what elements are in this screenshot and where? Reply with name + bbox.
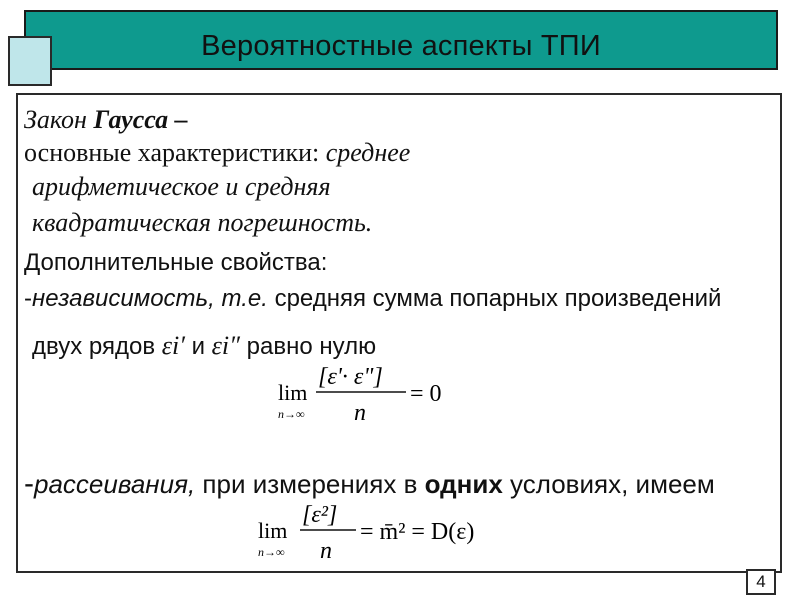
independence-description: средняя сумма попарных произведений	[267, 285, 722, 312]
gauss-law-line	[24, 105, 188, 135]
lim-label: lim	[278, 380, 308, 405]
arithmetic-text: арифметическое и средняя	[32, 172, 331, 201]
rms-error-line	[32, 208, 372, 238]
and-word: и	[184, 333, 212, 360]
rhs: = 0	[410, 381, 442, 407]
dispersion-term: рассеивания,	[34, 469, 196, 499]
formula-independence	[270, 356, 450, 430]
denominator: n	[354, 400, 366, 426]
dispersion-dash: -	[24, 467, 34, 500]
characteristics-mean: среднее	[325, 138, 411, 167]
numerator-2: [ε²]	[302, 502, 338, 528]
title-bar	[24, 10, 778, 70]
slide-title: Вероятностные аспекты ТПИ	[201, 30, 601, 62]
equals-zero-text: равно нулю	[239, 333, 377, 360]
corner-decoration	[8, 36, 52, 86]
lim-label-2: lim	[258, 518, 288, 543]
same-word: одних	[424, 469, 503, 499]
dispersion-text-1: при измерениях в	[195, 469, 425, 499]
two-series-label: двух рядов	[32, 333, 162, 360]
characteristics-label: основные характеристики:	[24, 138, 326, 167]
formula-dispersion	[252, 494, 522, 566]
page-number: 4	[746, 569, 776, 595]
numerator: [ε'· ε"]	[318, 364, 383, 390]
dispersion-text-2: условиях, имеем	[502, 469, 715, 499]
arithmetic-line	[32, 172, 331, 202]
additional-properties-heading: Дополнительные свойства:	[24, 249, 328, 276]
lim-subscript: n→∞	[278, 407, 305, 421]
denominator-2: n	[320, 538, 332, 564]
independence-line	[24, 285, 721, 313]
lim-subscript-2: n→∞	[258, 545, 285, 559]
eps-double-prime-symbol: εi″	[211, 331, 240, 360]
eps-prime-symbol: εi′	[161, 331, 185, 360]
rhs-2: = m̄² = D(ε)	[360, 519, 475, 545]
independence-term: независимость, т.е.	[32, 285, 268, 312]
rms-error-text: квадратическая погрешность.	[32, 208, 373, 237]
gauss-name: Гаусса –	[93, 105, 188, 134]
law-prefix: Закон	[24, 105, 94, 134]
characteristics-line	[24, 138, 410, 168]
independence-dash: -	[24, 285, 32, 312]
